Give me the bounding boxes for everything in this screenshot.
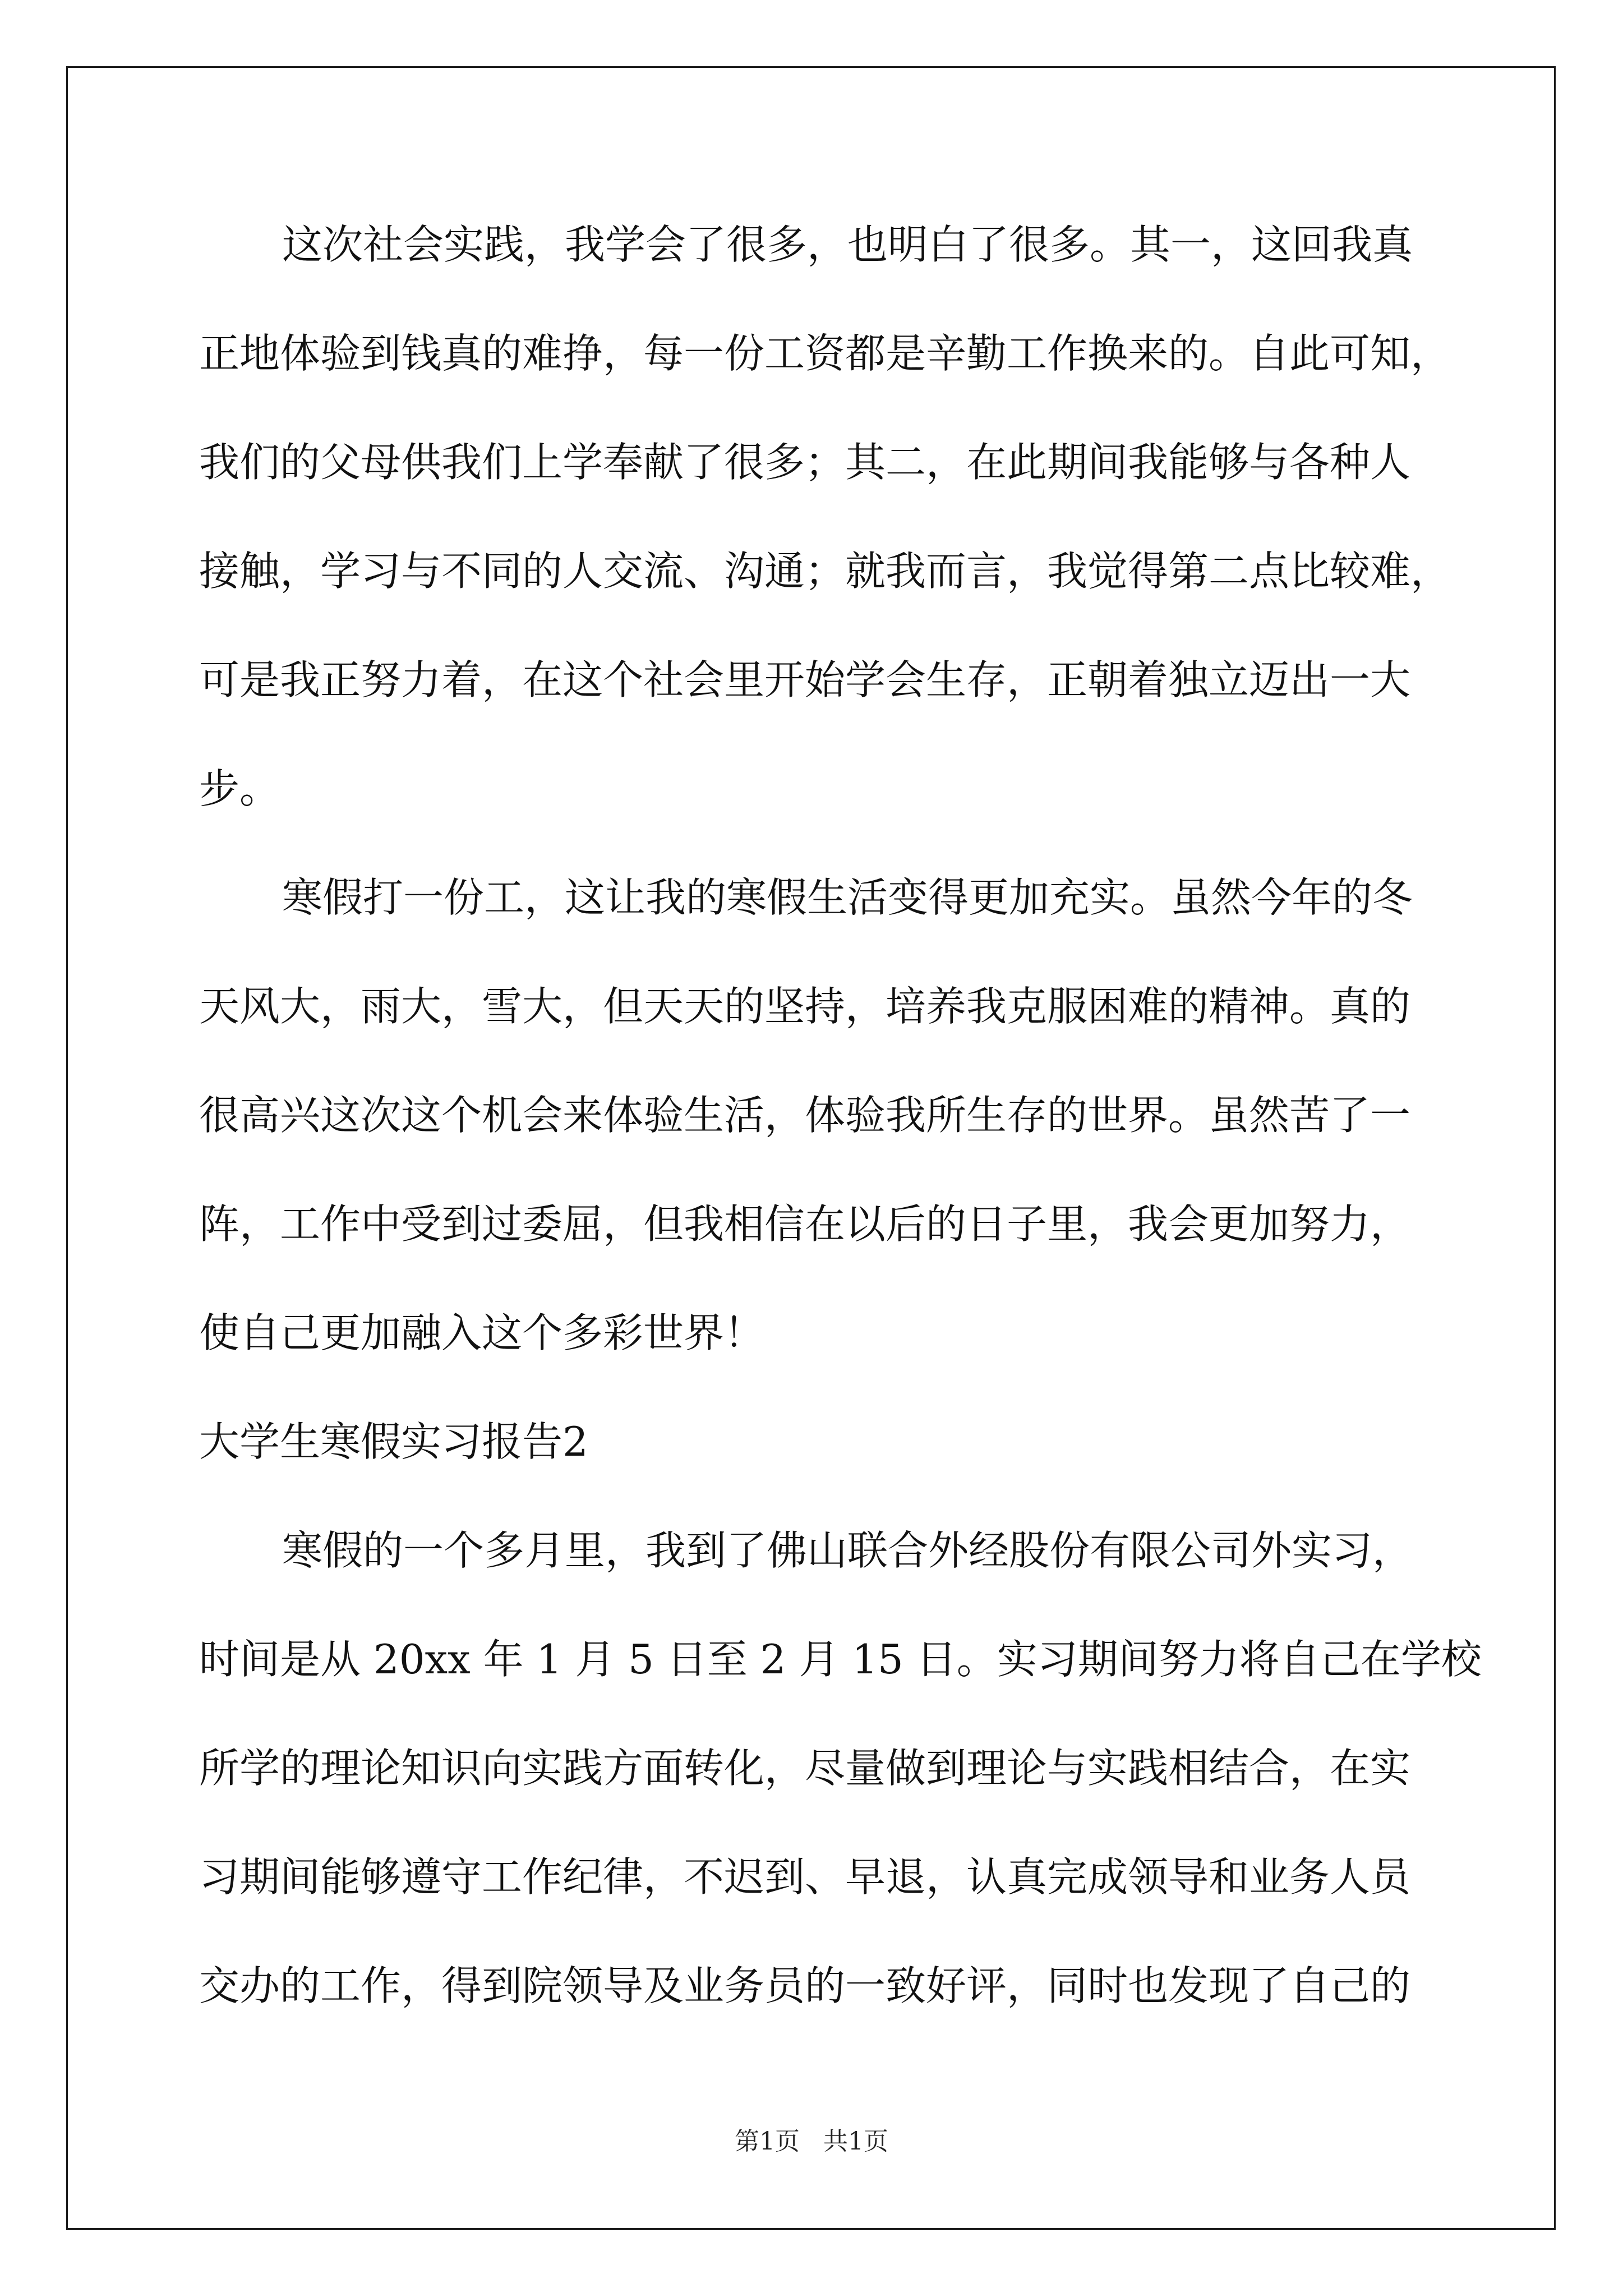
paragraph-1-line-3: 我们的父母供我们上学奉献了很多；其二，在此期间我能够与各种人 bbox=[199, 439, 1411, 486]
page-number: 第1页 bbox=[735, 2127, 800, 2156]
page-border bbox=[66, 66, 1556, 2230]
paragraph-2-line-2: 天风大，雨大，雪大，但天天的坚持，培养我克服困难的精神。真的 bbox=[199, 983, 1411, 1030]
paragraph-2-line-5: 使自己更加融入这个多彩世界！ bbox=[199, 1309, 765, 1356]
paragraph-3-line-1: 寒假的一个多月里，我到了佛山联合外经股份有限公司外实习， bbox=[282, 1527, 1413, 1574]
paragraph-3-line-4: 习期间能够遵守工作纪律，不迟到、早退，认真完成领导和业务人员 bbox=[199, 1853, 1411, 1901]
section-heading: 大学生寒假实习报告2 bbox=[199, 1418, 588, 1465]
page-total: 共1页 bbox=[823, 2127, 888, 2156]
paragraph-2-line-4: 阵，工作中受到过委屈，但我相信在以后的日子里，我会更加努力， bbox=[199, 1200, 1411, 1248]
paragraph-2-line-1: 寒假打一份工，这让我的寒假生活变得更加充实。虽然今年的冬 bbox=[282, 874, 1413, 921]
paragraph-1-line-4: 接触，学习与不同的人交流、沟通；就我而言，我觉得第二点比较难， bbox=[199, 547, 1451, 595]
paragraph-1-line-5: 可是我正努力着，在这个社会里开始学会生存，正朝着独立迈出一大 bbox=[199, 656, 1411, 703]
paragraph-1-line-6: 步。 bbox=[199, 765, 280, 812]
paragraph-3-line-5: 交办的工作，得到院领导及业务员的一致好评，同时也发现了自己的 bbox=[199, 1962, 1411, 2009]
paragraph-1-line-2: 正地体验到钱真的难挣，每一份工资都是辛勤工作换来的。自此可知， bbox=[199, 330, 1451, 377]
page-footer bbox=[0, 2125, 1623, 2159]
paragraph-3-line-2: 时间是从 20xx 年 1 月 5 日至 2 月 15 日。实习期间努力将自己在学校 bbox=[199, 1636, 1482, 1683]
paragraph-1-line-1: 这次社会实践，我学会了很多，也明白了很多。其一，这回我真 bbox=[282, 221, 1413, 268]
paragraph-2-line-3: 很高兴这次这个机会来体验生活，体验我所生存的世界。虽然苦了一 bbox=[199, 1092, 1411, 1139]
paragraph-3-line-3: 所学的理论知识向实践方面转化，尽量做到理论与实践相结合，在实 bbox=[199, 1745, 1411, 1792]
